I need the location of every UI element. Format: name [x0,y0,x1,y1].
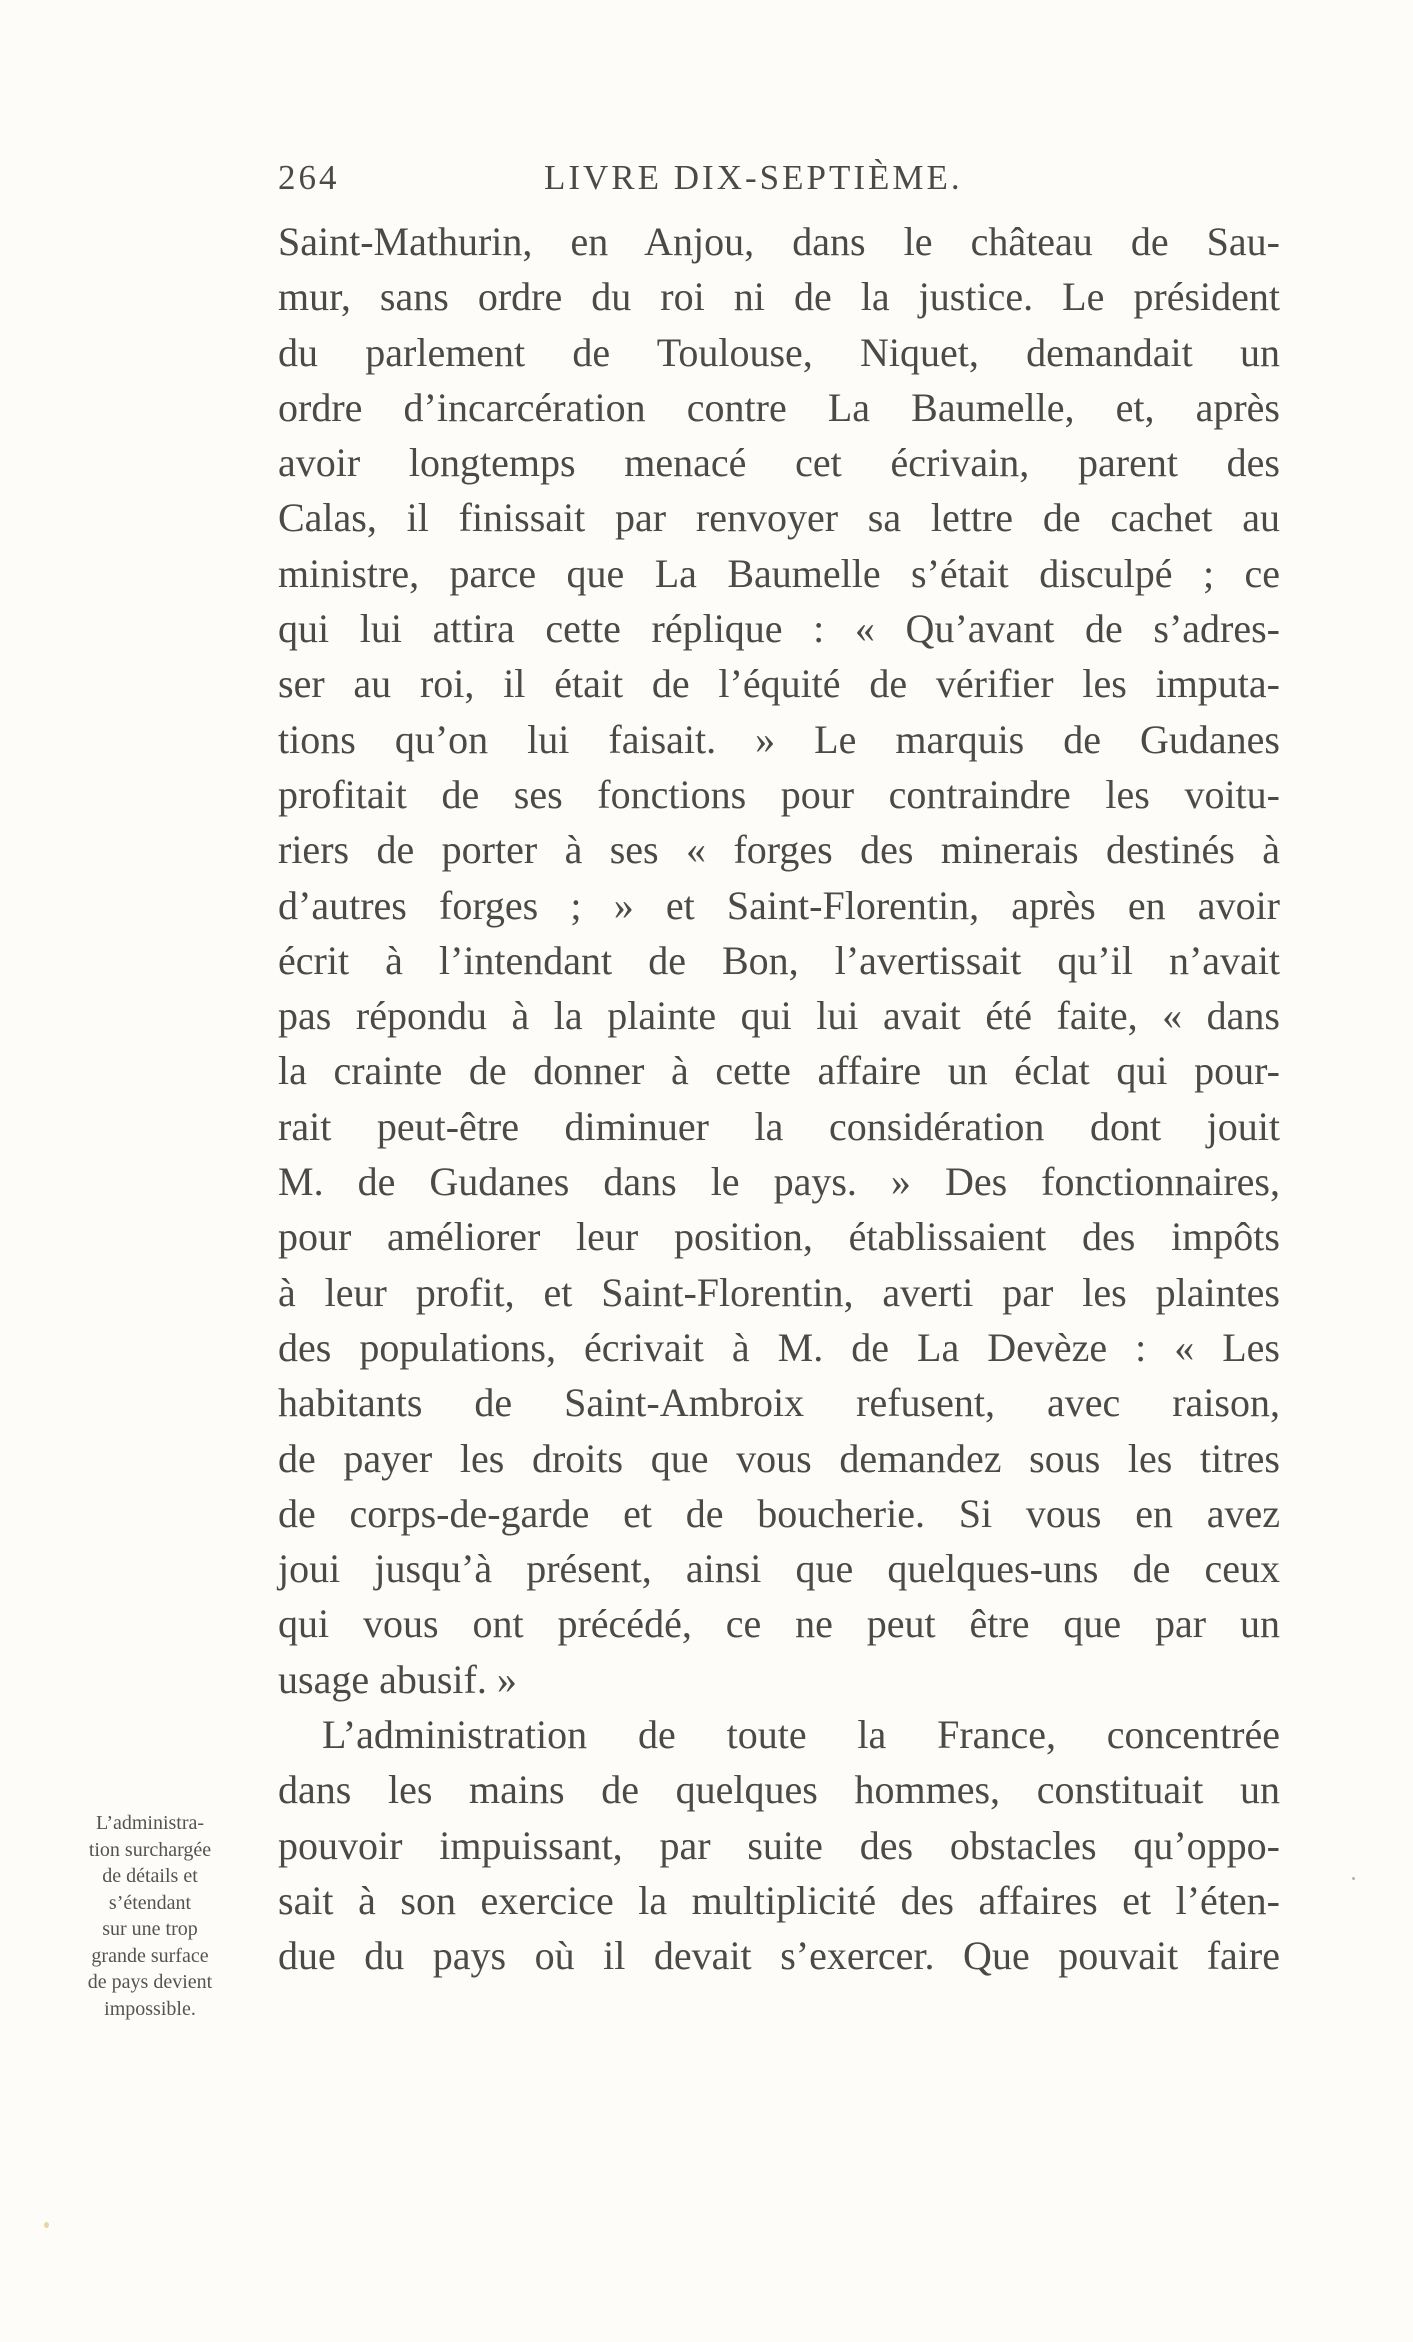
text-line: pouvoir impuissant, par suite des obstacles qu’oppo- [278,1822,1280,1868]
text-line: ministre, parce que La Baumelle s’était disculpé ; ce [278,550,1280,596]
page-header [278,158,1278,218]
text-line: riers de porter à ses « forges des minerais destinés à [278,827,1280,873]
margin-note-line: L’administra- [95,1812,205,1834]
text-line: du parlement de Toulouse, Niquet, demandait un [278,329,1280,375]
margin-note-line: sur une trop [102,1918,198,1940]
text-line: d’autres forges ; » et Saint-Florentin, après en avoir [278,882,1280,928]
text-line: ser au roi, il était de l’équité de vérifier les imputa- [278,661,1280,707]
text-line: Saint-Mathurin, en Anjou, dans le château de Sau- [278,219,1280,264]
text-line: sait à son exercice la multiplicité des affaires et l’éten- [278,1877,1280,1923]
text-line-paragraph-start: L’administration de toute la France, concentrée [322,1712,1280,1758]
text-line: profitait de ses fonctions pour contraindre les voitu- [278,771,1280,817]
margin-note-line: de pays devient [87,1971,213,1993]
paper-stain [44,2222,49,2228]
text-line-paragraph-end: usage abusif. » [278,1656,517,1702]
text-line: Calas, il finissait par renvoyer sa lettre de cachet au [278,495,1280,541]
margin-note-line: impossible. [104,1997,196,2020]
margin-note [30,1810,270,2022]
text-line: de payer les droits que vous demandez sous les titres [278,1435,1280,1481]
text-line: ordre d’incarcération contre La Baumelle, et, après [278,384,1280,430]
running-title: LIVRE DIX-SEPTIÈME. [544,158,963,197]
text-line: des populations, écrivait à M. de La Devèze : « Les [278,1324,1280,1370]
page-number: 264 [278,158,340,197]
paper-speck [1352,1877,1355,1880]
margin-note-line: de détails et [102,1865,198,1887]
text-line: pas répondu à la plainte qui lui avait été faite, « dans [278,993,1280,1039]
text-line: mur, sans ordre du roi ni de la justice. Le président [278,274,1280,320]
margin-note-line: tion surchargée [88,1838,212,1861]
text-line: due du pays où il devait s’exercer. Que pouvait faire [278,1933,1280,1979]
text-line: pour améliorer leur position, établissaient des impôts [278,1214,1280,1260]
margin-note-line: s’étendant [108,1891,192,1914]
text-line: à leur profit, et Saint-Florentin, averti par les plaintes [278,1269,1280,1315]
body-text [278,214,1280,1984]
text-line: la crainte de donner à cette affaire un éclat qui pour- [278,1048,1280,1094]
text-line: joui jusqu’à présent, ainsi que quelques-uns de ceux [278,1546,1280,1592]
text-line: de corps-de-garde et de boucherie. Si vous en avez [278,1490,1280,1536]
margin-note-line: grande surface [91,1944,209,1967]
text-line: tions qu’on lui faisait. » Le marquis de Gudanes [278,716,1280,762]
text-line: rait peut-être diminuer la considération dont jouit [278,1103,1280,1149]
text-line: qui lui attira cette réplique : « Qu’avant de s’adres- [278,606,1280,652]
text-line: avoir longtemps menacé cet écrivain, parent des [278,440,1280,486]
text-line: écrit à l’intendant de Bon, l’avertissait qu’il n’avait [278,937,1280,983]
text-line: M. de Gudanes dans le pays. » Des fonctionnaires, [278,1159,1280,1205]
text-line: habitants de Saint-Ambroix refusent, avec raison, [278,1380,1280,1426]
text-line: dans les mains de quelques hommes, constituait un [278,1767,1280,1813]
text-line: qui vous ont précédé, ce ne peut être que par un [278,1601,1280,1647]
